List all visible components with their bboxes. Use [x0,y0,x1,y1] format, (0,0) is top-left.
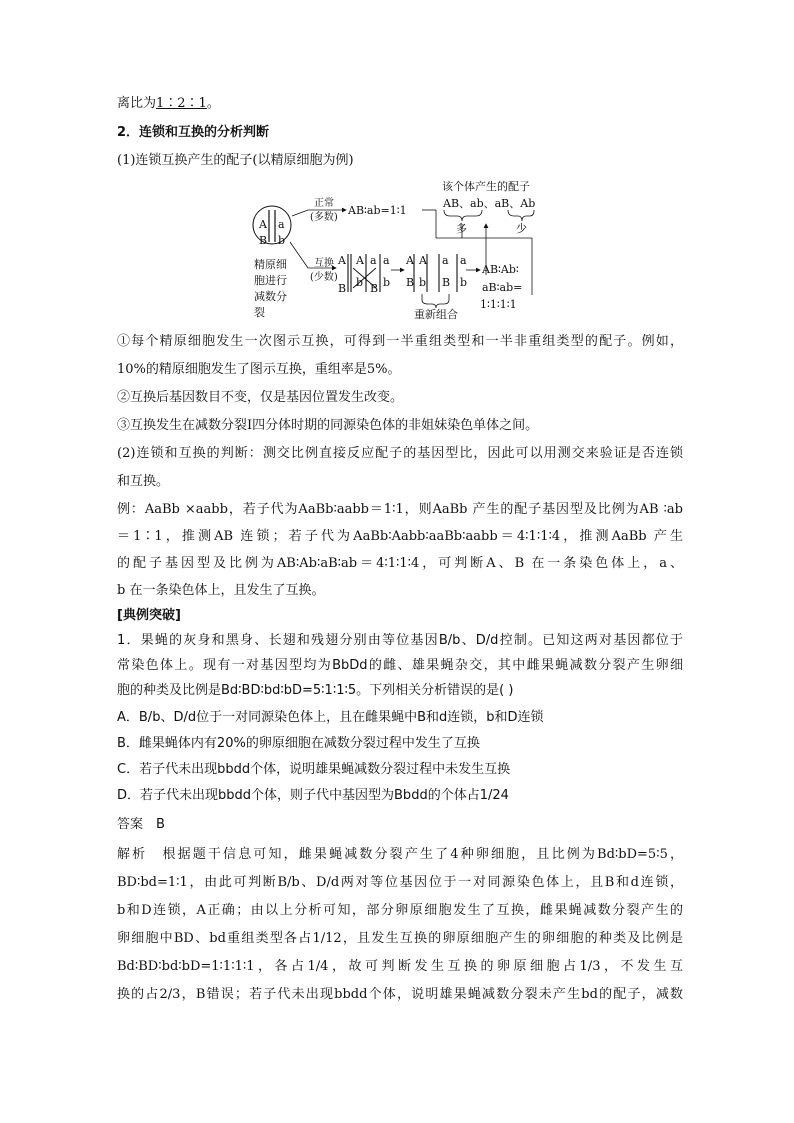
single-bot-1: B [406,276,415,289]
label-few: 少 [516,222,527,235]
answer: 答案 B [117,817,165,832]
analysis-line-2: BD∶bd=1∶1，由此可判断B/b、D/d两对等位基因位于一对同源染色体上，且B和d连锁， [117,875,683,890]
option-b: B．雌果蝇体内有20%的卵原细胞在减数分裂过程中发生了互换 [117,736,480,751]
note-1-cont: 10%的精原细胞发生了图示互换，重组率是5%。 [117,362,401,377]
single-top-3: a [442,254,449,267]
sub2-line-1: (2)连锁和互换的判断：测交比例直接反应配子的基因型比，因此可以用测交来验证是否连锁 [117,446,683,461]
analysis-line-4: 卵细胞中BD、bd重组类型各占1/12，且发生互换的卵原细胞产生的卵细胞的种类及比例是 [117,931,683,946]
note-3: ③互换发生在减数分裂Ⅰ四分体时期的同源染色体的非姐妹染色单体之间。 [117,418,539,433]
single-bot-3: B [442,276,451,289]
single-bot-4: b [460,276,468,289]
ratio-underlined: 1∶2∶1 [156,96,207,111]
cell-caption-3: 减数分 [254,290,287,303]
tetrad-top-1: A [338,254,346,267]
tetrad-bot-3: B [370,282,379,295]
crossover-label-few: (少数) [310,272,338,283]
cell-caption-2: 胞进行 [254,274,287,287]
linkage-diagram [250,180,560,320]
single-top-2: A [419,254,427,267]
crossover-label: 互换 [314,258,334,269]
tetrad-top-4: a [383,254,390,267]
intro-line [117,94,683,114]
option-c: C．若子代未出现bbdd个体，说明雄果蝇减数分裂过程中未发生互换 [117,762,511,777]
cell-caption-4: 裂 [254,306,265,319]
sub2-line-2: 和互换。 [117,474,170,489]
note-2: ②互换后基因数目不变，仅是基因位置发生改变。 [117,390,404,405]
section2-title: 2．连锁和互换的分析判断 [117,125,270,140]
individual-title: 该个体产生的配子 [442,180,530,193]
example-heading: [典例突破] [117,608,181,623]
cross-result-1: AB∶Ab∶ [482,263,519,276]
single-bot-2: b [419,276,427,289]
cell-caption-1: 精原细 [254,258,287,271]
tetrad-top-3: a [370,254,377,267]
analysis-line-3: b和D连锁，A正确；由以上分析可知，部分卵原细胞发生了互换，雌果蝇减数分裂产生的 [117,903,683,918]
sub1-title: (1)连锁互换产生的配子(以精原细胞为例) [117,153,354,168]
allele-b: b [278,234,286,247]
allele-A: A [259,218,267,231]
option-a: A．B/b、D/d位于一对同源染色体上，且在雌果蝇中B和d连锁，b和D连锁 [117,710,544,725]
intro-prefix: 离比为 [117,96,157,111]
question-line-2: 常染色体上。现有一对基因型均为BbDd的雌、雄果蝇杂交，其中雌果蝇减数分裂产生卵细 [117,658,683,673]
gametes-list: AB、ab、aB、Ab [443,197,536,210]
example-line-2: ＝1∶1，推测AB 连锁；若子代为AaBb∶Aabb∶aaBb∶aabb＝4∶1∶1∶4，推测AaBb 产生 [117,529,683,544]
tetrad-bot-4: b [383,276,391,289]
tetrad-top-2: A [356,254,364,267]
allele-a: a [278,218,285,231]
single-top-1: A [406,254,414,267]
example-line-3: 的配子基因型及比例为AB∶Ab∶aB∶ab＝4∶1∶1∶4，可判断A、B 在一条染色体上，a、 [117,556,683,571]
normal-label: 正常 [314,198,334,209]
analysis-line-6: 换的占2/3，B错误；若子代未出现bbdd个体，说明雄果蝇减数分裂未产生bd的配子，减数 [117,987,683,1002]
recombine-label: 重新组合 [414,308,458,320]
tetrad-bot-1: B [338,282,347,295]
cross-result-3: 1∶1∶1∶1 [480,298,517,311]
tetrad-bot-2: b [356,276,364,289]
analysis-line-1: 解析 根据题干信息可知，雌果蝇减数分裂产生了4种卵细胞，且比例为Bd∶bD=5∶5， [117,847,683,862]
example-line-1: 例：AaBb ×aabb，若子代为AaBb∶aabb＝1∶1，则AaBb 产生的配子基因型及比例为AB ∶ab [117,502,683,517]
intro-suffix: 。 [206,96,220,111]
label-many: 多 [456,222,467,235]
allele-B: B [259,234,268,247]
question-line-3: 胞的种类及比例是Bd∶BD∶bd∶bD=5∶1∶1∶5。下列相关分析错误的是( ) [117,683,514,698]
example-line-4: b 在一条染色体上，且发生了互换。 [117,583,325,598]
normal-result: AB∶ab=1∶1 [348,204,407,217]
single-top-4: a [460,254,467,267]
note-1: ①每个精原细胞发生一次图示互换，可得到一半重组类型和一半非重组类型的配子。例如， [117,334,683,349]
analysis-line-5: Bd∶BD∶bd∶bD=1∶1∶1∶1，各占1/4，故可判断发生互换的卵原细胞占1/3，不发生互 [117,959,683,974]
normal-label-many: (多数) [310,212,338,223]
question-line-1: 1．果蝇的灰身和黑身、长翅和残翅分别由等位基因B/b、D/d控制。已知这两对基因都位于 [117,633,683,648]
option-d: D．若子代未出现bbdd个体，则子代中基因型为Bbdd的个体占1/24 [117,788,509,803]
cross-result-2: aB∶ab= [482,281,523,294]
